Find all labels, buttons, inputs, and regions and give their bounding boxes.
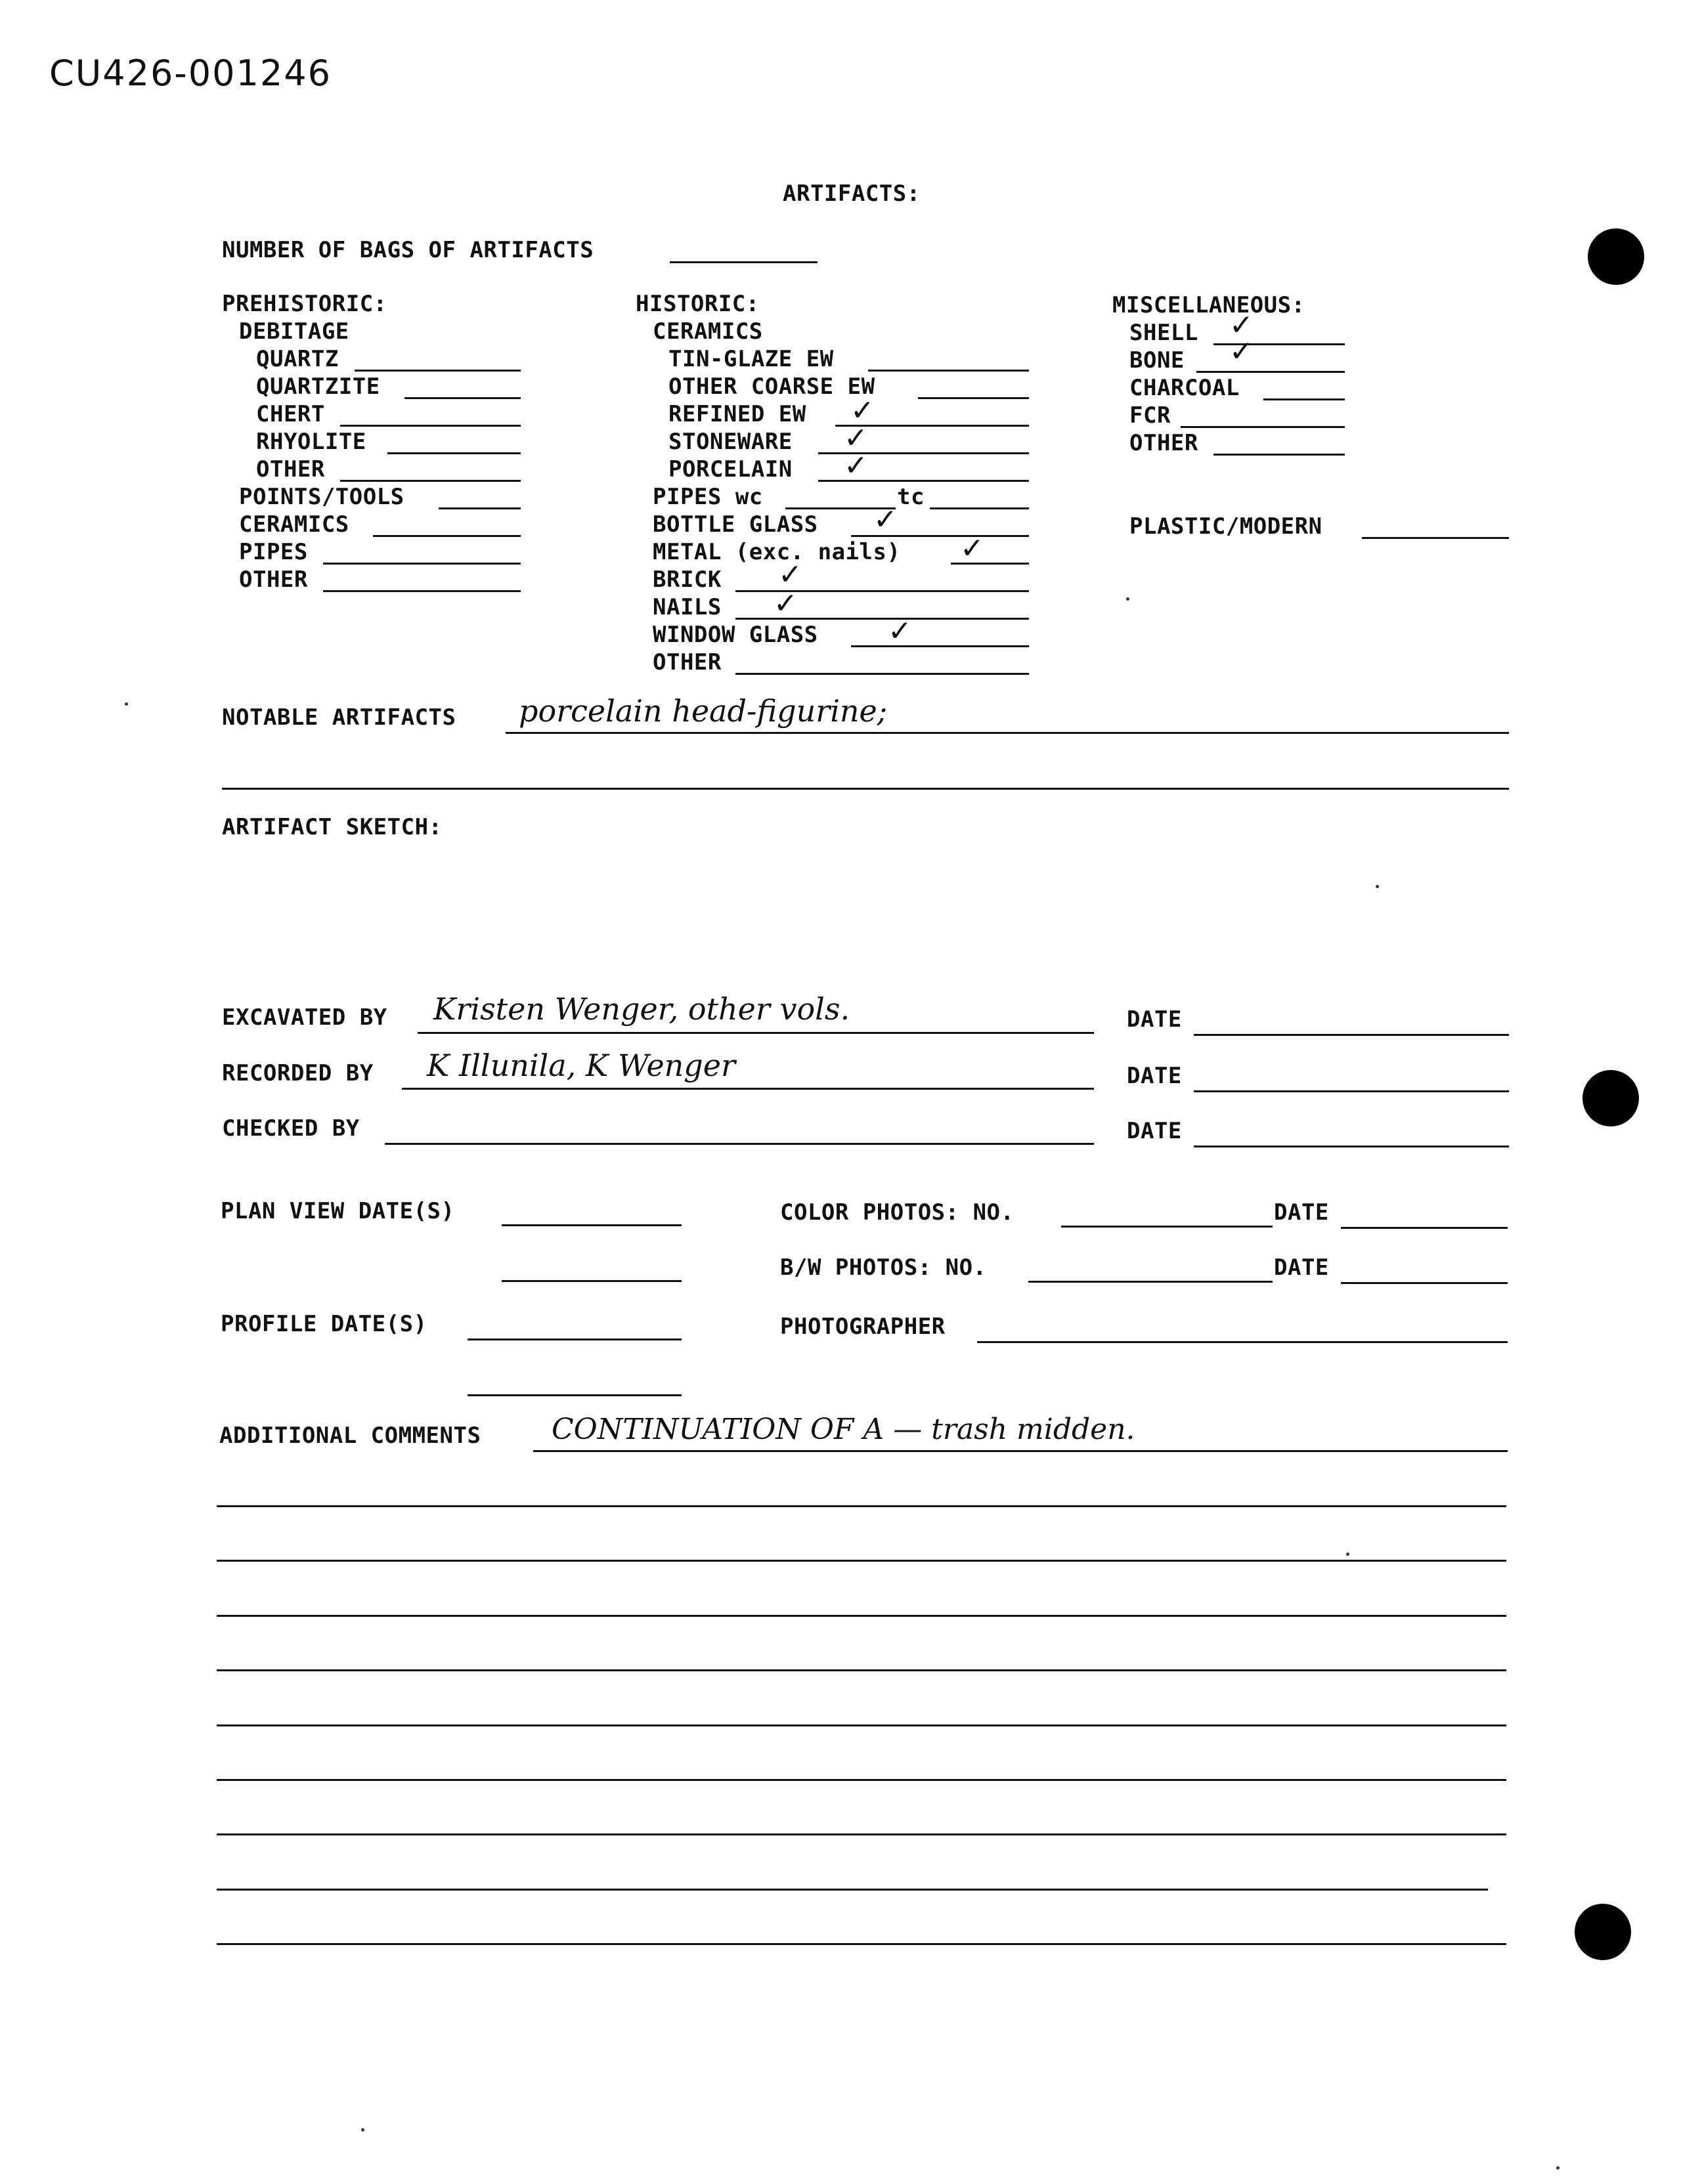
- excavated-by-label: EXCAVATED BY: [222, 1004, 387, 1031]
- bw-photos-date-field[interactable]: [1341, 1282, 1508, 1284]
- other-coarse-label: OTHER COARSE EW: [668, 374, 875, 400]
- comments-line[interactable]: [217, 1505, 1506, 1507]
- points-tools-label: POINTS/TOOLS: [239, 484, 404, 510]
- profile-date-field-2[interactable]: [468, 1394, 682, 1396]
- other-debitage-field[interactable]: [340, 480, 521, 482]
- prehistoric-pipes-label: PIPES: [239, 539, 308, 565]
- rhyolite-label: RHYOLITE: [256, 429, 366, 455]
- shell-checkmark: ✓: [1229, 309, 1254, 342]
- bw-photos-no-field[interactable]: [1028, 1281, 1273, 1283]
- checked-date-label: DATE: [1127, 1118, 1182, 1144]
- historic-ceramics-label: CERAMICS: [653, 318, 763, 345]
- bags-field[interactable]: [670, 261, 818, 263]
- chert-field[interactable]: [340, 425, 521, 427]
- prehistoric-ceramics-field[interactable]: [373, 535, 521, 537]
- comments-line[interactable]: [217, 1560, 1506, 1562]
- notable-artifacts-label: NOTABLE ARTIFACTS: [222, 704, 456, 731]
- checked-by-field[interactable]: [385, 1143, 1094, 1145]
- profile-date-field[interactable]: [468, 1338, 682, 1340]
- prehistoric-other-label: OTHER: [239, 567, 308, 593]
- quartzite-field[interactable]: [404, 397, 521, 399]
- scan-speck: [361, 2128, 364, 2131]
- scan-speck: [125, 702, 128, 706]
- stoneware-checkmark: ✓: [844, 421, 868, 455]
- plastic-modern-label: PLASTIC/MODERN: [1129, 513, 1322, 540]
- historic-other-label: OTHER: [653, 649, 722, 675]
- bone-checkmark: ✓: [1229, 335, 1254, 368]
- metal-checkmark: ✓: [960, 532, 984, 565]
- excavated-by-field[interactable]: [418, 1032, 1094, 1034]
- recorded-date-label: DATE: [1127, 1063, 1182, 1089]
- color-photos-date-label: DATE: [1274, 1199, 1329, 1226]
- tin-glaze-field[interactable]: [868, 370, 1029, 372]
- comments-line[interactable]: [217, 1833, 1506, 1835]
- porcelain-label: PORCELAIN: [668, 456, 793, 482]
- additional-comments-field[interactable]: [533, 1450, 1508, 1452]
- plastic-modern-field[interactable]: [1362, 537, 1509, 539]
- comments-line[interactable]: [217, 1615, 1506, 1617]
- plan-view-date-field[interactable]: [502, 1224, 682, 1226]
- bags-label: NUMBER OF BAGS OF ARTIFACTS: [222, 237, 594, 263]
- plan-view-date-field-2[interactable]: [502, 1280, 682, 1282]
- quartz-field[interactable]: [355, 370, 521, 372]
- color-photos-no-field[interactable]: [1061, 1226, 1273, 1228]
- misc-other-field[interactable]: [1213, 454, 1345, 456]
- bw-photos-label: B/W PHOTOS: NO.: [780, 1254, 987, 1281]
- misc-heading: MISCELLANEOUS:: [1112, 292, 1305, 318]
- scan-speck: [1556, 2166, 1560, 2170]
- chert-label: CHERT: [256, 401, 325, 427]
- comments-line[interactable]: [217, 1779, 1506, 1781]
- quartzite-label: QUARTZITE: [256, 374, 380, 400]
- comments-line[interactable]: [217, 1724, 1506, 1726]
- prehistoric-other-field[interactable]: [323, 590, 521, 592]
- other-debitage-label: OTHER: [256, 456, 325, 482]
- artifact-sketch-label: ARTIFACT SKETCH:: [222, 814, 443, 840]
- bottle-glass-checkmark: ✓: [873, 503, 898, 536]
- charcoal-field[interactable]: [1263, 398, 1345, 400]
- comments-line[interactable]: [217, 1889, 1488, 1891]
- tin-glaze-label: TIN-GLAZE EW: [668, 346, 834, 372]
- photographer-label: PHOTOGRAPHER: [780, 1314, 946, 1340]
- bone-field[interactable]: [1196, 371, 1345, 373]
- debitage-label: DEBITAGE: [239, 318, 349, 345]
- shell-label: SHELL: [1129, 320, 1198, 346]
- stoneware-label: STONEWARE: [668, 429, 793, 455]
- pipes-tc-label: tc: [897, 484, 925, 510]
- points-tools-field[interactable]: [439, 507, 521, 509]
- document-id: CU426-001246: [49, 53, 332, 94]
- prehistoric-heading: PREHISTORIC:: [222, 291, 387, 317]
- recorded-by-label: RECORDED BY: [222, 1060, 374, 1086]
- comments-line[interactable]: [217, 1669, 1506, 1671]
- fcr-field[interactable]: [1181, 426, 1345, 428]
- nails-label: NAILS: [653, 594, 722, 620]
- additional-comments-label: ADDITIONAL COMMENTS: [219, 1423, 481, 1449]
- comments-line[interactable]: [217, 1943, 1506, 1945]
- quartz-label: QUARTZ: [256, 346, 339, 372]
- checked-by-label: CHECKED BY: [222, 1115, 360, 1142]
- rhyolite-field[interactable]: [387, 452, 521, 454]
- porcelain-checkmark: ✓: [844, 449, 868, 482]
- refined-ew-checkmark: ✓: [850, 394, 875, 427]
- refined-ew-label: REFINED EW: [668, 401, 806, 427]
- brick-label: BRICK: [653, 567, 722, 593]
- bone-label: BONE: [1129, 347, 1185, 374]
- excavated-by-value: Kristen Wenger, other vols.: [433, 991, 850, 1027]
- historic-other-field[interactable]: [735, 673, 1029, 675]
- other-coarse-field[interactable]: [918, 397, 1029, 399]
- nails-checkmark: ✓: [774, 587, 798, 620]
- scan-speck: [1346, 1552, 1349, 1556]
- prehistoric-pipes-field[interactable]: [323, 563, 521, 565]
- checked-date-field[interactable]: [1194, 1146, 1509, 1147]
- brick-checkmark: ✓: [778, 558, 802, 591]
- notable-artifacts-value: porcelain head-figurine;: [519, 693, 888, 729]
- charcoal-label: CHARCOAL: [1129, 375, 1240, 401]
- bw-photos-date-label: DATE: [1274, 1254, 1329, 1281]
- color-photos-date-field[interactable]: [1341, 1227, 1508, 1229]
- binder-hole-top: [1588, 228, 1644, 285]
- bottle-glass-label: BOTTLE GLASS: [653, 511, 818, 538]
- plan-view-date-label: PLAN VIEW DATE(S): [221, 1198, 455, 1224]
- photographer-field[interactable]: [977, 1341, 1508, 1343]
- scan-speck: [1126, 597, 1129, 601]
- pipes-wc-label: PIPES wc: [653, 484, 763, 510]
- notable-artifacts-field[interactable]: [506, 732, 1509, 734]
- misc-other-label: OTHER: [1129, 430, 1198, 456]
- recorded-by-value: K Illunila, K Wenger: [427, 1048, 735, 1083]
- scan-speck: [1376, 885, 1379, 888]
- color-photos-label: COLOR PHOTOS: NO.: [780, 1199, 1015, 1226]
- excavated-date-field[interactable]: [1194, 1034, 1509, 1036]
- profile-date-label: PROFILE DATE(S): [221, 1311, 427, 1337]
- binder-hole-middle: [1583, 1070, 1639, 1126]
- form-title: ARTIFACTS:: [783, 181, 921, 207]
- window-glass-checkmark: ✓: [888, 614, 912, 648]
- pipes-tc-field[interactable]: [930, 507, 1029, 509]
- recorded-by-field[interactable]: [402, 1088, 1094, 1090]
- window-glass-field[interactable]: [851, 645, 1029, 647]
- binder-hole-bottom: [1575, 1904, 1631, 1960]
- additional-comments-value: CONTINUATION OF A — trash midden.: [552, 1413, 1135, 1446]
- recorded-date-field[interactable]: [1194, 1090, 1509, 1092]
- prehistoric-ceramics-label: CERAMICS: [239, 511, 349, 538]
- metal-label: METAL (exc. nails): [653, 539, 901, 565]
- excavated-date-label: DATE: [1127, 1006, 1182, 1033]
- window-glass-label: WINDOW GLASS: [653, 622, 818, 648]
- fcr-label: FCR: [1129, 402, 1171, 429]
- notable-artifacts-field-line-2[interactable]: [222, 788, 1509, 790]
- historic-heading: HISTORIC:: [636, 291, 760, 317]
